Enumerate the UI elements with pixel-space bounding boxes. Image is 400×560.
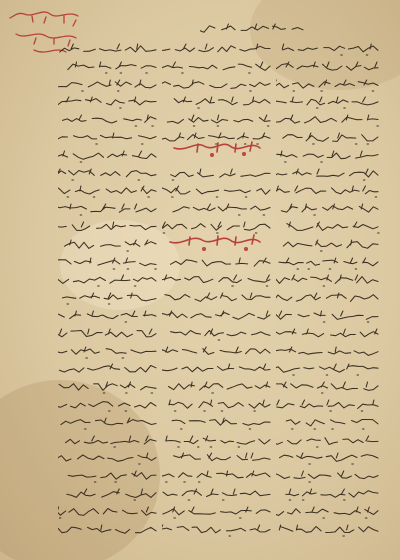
handwriting-picture: [276, 467, 380, 484]
handwriting-stroke: [279, 525, 378, 536]
handwriting-picture: [58, 414, 158, 431]
handwriting-stroke: [58, 258, 156, 269]
handwriting-stroke: [162, 525, 270, 536]
handwriting-picture: [162, 521, 272, 538]
handwriting-picture: [58, 449, 158, 466]
manuscript-line: [276, 40, 380, 57]
handwriting-picture: [58, 307, 158, 324]
manuscript-line: [162, 76, 272, 93]
handwriting-stroke: [282, 44, 378, 55]
handwriting-picture: [200, 20, 305, 37]
handwriting-stroke: [60, 44, 156, 52]
handwriting-stroke: [163, 489, 270, 500]
manuscript-line: [276, 467, 380, 484]
handwriting-stroke: [171, 258, 271, 266]
manuscript-line: [276, 307, 380, 324]
manuscript-line: [276, 58, 380, 75]
manuscript-line: [58, 467, 158, 484]
manuscript-line: [58, 40, 158, 57]
handwriting-picture: [276, 236, 380, 253]
handwriting-picture: [276, 147, 380, 164]
manuscript-line: [276, 449, 380, 466]
handwriting-stroke: [58, 204, 156, 215]
handwriting-picture: [276, 503, 380, 520]
manuscript-line: [276, 414, 380, 431]
handwriting-stroke: [276, 507, 378, 518]
manuscript-line: [276, 521, 380, 538]
handwriting-picture: [276, 58, 380, 75]
handwriting-stroke: [277, 382, 379, 393]
handwriting-picture: [162, 414, 272, 431]
handwriting-picture: [58, 289, 158, 306]
manuscript-line: [58, 236, 158, 253]
handwriting-stroke: [276, 311, 378, 322]
handwriting-stroke: [58, 275, 156, 286]
manuscript-line: [58, 485, 158, 502]
handwriting-picture: [162, 271, 272, 288]
handwriting-stroke: [276, 275, 378, 286]
handwriting-picture: [58, 521, 158, 538]
handwriting-stroke: [162, 347, 270, 354]
handwriting-picture: [276, 396, 380, 413]
manuscript-line: [58, 165, 158, 182]
manuscript-line: [276, 396, 380, 413]
handwriting-picture: [162, 360, 272, 377]
column-left: [58, 40, 158, 540]
handwriting-stroke: [58, 151, 156, 162]
manuscript-line: [276, 93, 380, 110]
handwriting-stroke: [58, 453, 156, 464]
manuscript-line: [58, 396, 158, 413]
manuscript-line: [58, 218, 158, 235]
manuscript-line: [162, 414, 272, 431]
manuscript-line: [162, 467, 272, 484]
handwriting-picture: [276, 432, 380, 449]
handwriting-picture: [276, 307, 380, 324]
handwriting-stroke: [162, 80, 270, 91]
manuscript-line: [276, 343, 380, 360]
handwriting-stroke: [58, 97, 156, 108]
handwriting-picture: [58, 467, 158, 484]
handwriting-picture: [58, 503, 158, 520]
handwriting-stroke: [169, 382, 271, 393]
manuscript-line: [276, 165, 380, 182]
manuscript-line: [58, 503, 158, 520]
manuscript-line: [162, 165, 272, 182]
handwriting-stroke: [58, 347, 156, 358]
handwriting-picture: [58, 129, 158, 146]
manuscript-line: [58, 76, 158, 93]
handwriting-stroke: [66, 436, 157, 447]
manuscript-line: [58, 93, 158, 110]
handwriting-picture: [276, 182, 380, 199]
manuscript-line: [162, 182, 272, 199]
manuscript-line: [58, 129, 158, 146]
manuscript-line: [58, 147, 158, 164]
manuscript-line: [162, 378, 272, 395]
manuscript-line: [58, 449, 158, 466]
handwriting-stroke: [58, 329, 156, 337]
handwriting-picture: [162, 325, 272, 342]
handwriting-picture: [162, 111, 272, 128]
handwriting-picture: [58, 93, 158, 110]
handwriting-picture: [162, 432, 272, 449]
column-middle: [162, 40, 272, 540]
handwriting-picture: [58, 147, 158, 164]
handwriting-picture: [276, 40, 380, 57]
manuscript-line: [276, 503, 380, 520]
handwriting-picture: [162, 182, 272, 199]
handwriting-picture: [276, 271, 380, 288]
manuscript-line: [162, 254, 272, 271]
handwriting-stroke: [162, 471, 270, 482]
handwriting-picture: [162, 93, 272, 110]
manuscript-line: [58, 432, 158, 449]
handwriting-stroke: [283, 240, 378, 251]
handwriting-stroke: [59, 364, 156, 372]
handwriting-picture: [58, 396, 158, 413]
handwriting-stroke: [166, 436, 270, 447]
handwriting-stroke: [276, 169, 378, 180]
manuscript-line: [276, 218, 380, 235]
manuscript-line: [276, 182, 380, 199]
handwriting-picture: [58, 343, 158, 360]
manuscript-line: [162, 396, 272, 413]
manuscript-line: [58, 58, 158, 75]
handwriting-picture: [276, 76, 380, 93]
handwriting-stroke: [162, 311, 270, 319]
handwriting-picture: [276, 165, 380, 182]
handwriting-picture: [162, 307, 272, 324]
manuscript-line: [162, 343, 272, 360]
handwriting-stroke: [171, 169, 270, 180]
handwriting-picture: [58, 76, 158, 93]
handwriting-stroke: [276, 293, 378, 302]
handwriting-picture: [58, 271, 158, 288]
handwriting-stroke: [58, 222, 156, 233]
handwriting-picture: [162, 485, 272, 502]
manuscript-line: [162, 58, 272, 75]
handwriting-stroke: [58, 169, 156, 180]
manuscript-line: [58, 521, 158, 538]
manuscript-line: [58, 360, 158, 377]
manuscript-line: [276, 129, 380, 146]
handwriting-stroke: [165, 293, 270, 301]
handwriting-stroke: [276, 80, 378, 91]
manuscript-line: [276, 76, 380, 93]
handwriting-stroke: [58, 507, 156, 518]
manuscript-line: [276, 432, 380, 449]
handwriting-picture: [58, 378, 158, 395]
handwriting-picture: [162, 467, 272, 484]
handwriting-picture: [58, 218, 158, 235]
handwriting-stroke: [276, 97, 378, 108]
handwriting-stroke: [58, 525, 156, 533]
handwriting-picture: [276, 200, 380, 217]
handwriting-picture: [276, 325, 380, 342]
handwriting-stroke: [58, 186, 156, 197]
manuscript-line: [276, 378, 380, 395]
invocation-line: [200, 20, 305, 37]
handwriting-stroke: [167, 115, 270, 126]
manuscript-line: [162, 307, 272, 324]
handwriting-stroke: [286, 419, 378, 429]
handwriting-picture: [162, 58, 272, 75]
manuscript-line: [162, 325, 272, 342]
manuscript-line: [58, 271, 158, 288]
handwriting-stroke: [65, 240, 156, 251]
manuscript-line: [276, 236, 380, 253]
manuscript-line: [276, 360, 380, 377]
handwriting-picture: [58, 40, 158, 57]
handwriting-stroke: [58, 80, 156, 91]
manuscript-line: [162, 503, 272, 520]
manuscript-line: [58, 254, 158, 271]
handwriting-stroke: [171, 329, 270, 340]
handwriting-stroke: [276, 186, 378, 197]
manuscript-line: [162, 485, 272, 502]
manuscript-line: [276, 111, 380, 128]
handwriting-stroke: [162, 186, 270, 197]
handwriting-stroke: [173, 204, 270, 215]
section-heading-1-picture: [168, 136, 266, 160]
handwriting-picture: [276, 111, 380, 128]
handwriting-picture: [162, 378, 272, 395]
handwriting-picture: [58, 200, 158, 217]
handwriting-picture: [162, 289, 272, 306]
handwriting-picture: [276, 289, 380, 306]
manuscript-line: [58, 378, 158, 395]
handwriting-picture: [276, 93, 380, 110]
handwriting-stroke: [277, 151, 378, 162]
handwriting-picture: [276, 254, 380, 271]
section-heading-2-picture: [166, 228, 266, 254]
handwriting-picture: [162, 254, 272, 271]
handwriting-stroke: [68, 471, 156, 482]
handwriting-picture: [58, 58, 158, 75]
handwriting-picture: [276, 521, 380, 538]
handwriting-stroke: [283, 133, 378, 144]
handwriting-stroke: [58, 311, 156, 322]
manuscript-line: [162, 111, 272, 128]
manuscript-line: [162, 40, 272, 57]
handwriting-picture: [276, 449, 380, 466]
handwriting-stroke: [276, 471, 378, 482]
handwriting-stroke: [276, 62, 378, 70]
handwriting-stroke: [276, 364, 378, 375]
handwriting-picture: [276, 218, 380, 235]
handwriting-stroke: [162, 44, 270, 52]
handwriting-stroke: [63, 293, 157, 304]
manuscript-line: [58, 343, 158, 360]
handwriting-stroke: [174, 453, 270, 461]
handwriting-picture: [58, 165, 158, 182]
handwriting-stroke: [61, 418, 156, 429]
manuscript-line: [162, 360, 272, 377]
manuscript-line: [162, 271, 272, 288]
manuscript-line: [162, 432, 272, 449]
handwriting-stroke: [163, 507, 270, 518]
handwriting-stroke: [280, 453, 379, 464]
handwriting-stroke: [162, 275, 270, 286]
handwriting-stroke: [276, 329, 378, 338]
handwriting-picture: [58, 111, 158, 128]
manuscript-line: [162, 93, 272, 110]
handwriting-stroke: [276, 115, 378, 126]
handwriting-picture: [162, 449, 272, 466]
handwriting-picture: [276, 360, 380, 377]
manuscript-line: [58, 325, 158, 342]
manuscript-line: [58, 182, 158, 199]
handwriting-picture: [58, 360, 158, 377]
manuscript-line: [58, 200, 158, 217]
handwriting-picture: [58, 254, 158, 271]
handwriting-picture: [58, 236, 158, 253]
handwriting-picture: [162, 200, 272, 217]
handwriting-stroke: [162, 62, 270, 73]
handwriting-picture: [58, 182, 158, 199]
handwriting-picture: [162, 343, 272, 360]
handwriting-stroke: [59, 382, 156, 393]
handwriting-picture: [162, 503, 272, 520]
handwriting-picture: [58, 325, 158, 342]
handwriting-picture: [276, 414, 380, 431]
handwriting-stroke: [286, 489, 378, 500]
manuscript-line: [58, 307, 158, 324]
column-right: [276, 40, 380, 540]
handwriting-picture: [162, 76, 272, 93]
handwriting-stroke: [162, 364, 270, 372]
handwriting-stroke: [287, 222, 379, 233]
handwriting-picture: [162, 40, 272, 57]
handwriting-picture: [58, 432, 158, 449]
handwriting-stroke: [67, 489, 156, 500]
manuscript-line: [58, 111, 158, 128]
manuscript-line: [276, 254, 380, 271]
manuscript-line: [58, 289, 158, 306]
manuscript-line: [162, 200, 272, 217]
manuscript-line: [276, 485, 380, 502]
handwriting-stroke: [279, 258, 378, 269]
handwriting-stroke: [276, 347, 378, 355]
handwriting-stroke: [63, 115, 157, 126]
manuscript-line: [276, 147, 380, 164]
handwriting-stroke: [68, 62, 156, 73]
manuscript-line: [276, 200, 380, 217]
handwriting-picture: [58, 485, 158, 502]
handwriting-stroke: [276, 436, 378, 447]
manuscript-line: [162, 521, 272, 538]
manuscript-line: [276, 271, 380, 288]
manuscript-line: [276, 289, 380, 306]
handwriting-picture: [276, 485, 380, 502]
handwriting-stroke: [169, 400, 270, 411]
manuscript-line: [162, 289, 272, 306]
handwriting-picture: [276, 129, 380, 146]
handwriting-stroke: [172, 418, 270, 429]
handwriting-stroke: [58, 400, 156, 411]
handwriting-stroke: [58, 133, 156, 144]
handwriting-stroke: [200, 24, 303, 32]
manuscript-line: [58, 414, 158, 431]
handwriting-stroke: [281, 204, 378, 215]
handwriting-picture: [276, 378, 380, 395]
handwriting-picture: [162, 165, 272, 182]
handwriting-picture: [162, 396, 272, 413]
handwriting-stroke: [277, 400, 378, 411]
manuscript-line: [162, 449, 272, 466]
handwriting-picture: [276, 343, 380, 360]
handwriting-stroke: [174, 97, 270, 108]
manuscript-line: [276, 325, 380, 342]
